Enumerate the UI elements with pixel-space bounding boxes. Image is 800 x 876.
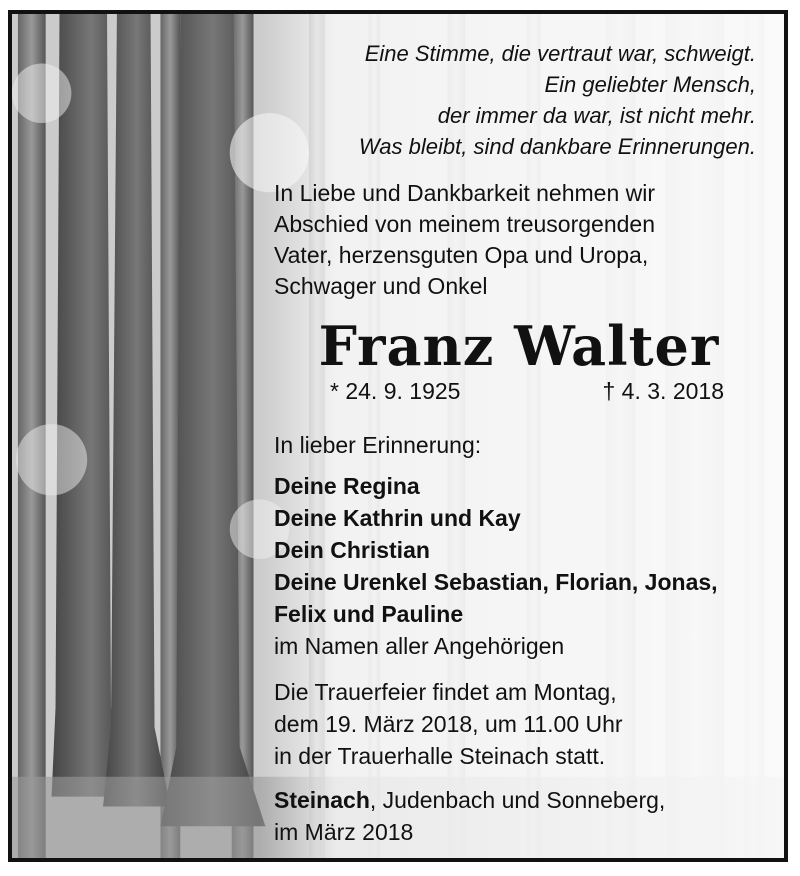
family-member: Deine Urenkel Sebastian, Florian, Jonas,	[274, 569, 718, 595]
memorial-poem	[359, 38, 756, 162]
family-member: Deine Kathrin und Kay	[274, 505, 521, 531]
obituary-frame	[8, 10, 788, 862]
poem-line: Was bleibt, sind dankbare Erinnerungen.	[358, 134, 756, 159]
family-member: Felix und Pauline	[274, 601, 464, 627]
poem-line: Ein geliebter Mensch,	[544, 72, 756, 97]
death-date: † 4. 3. 2018	[602, 378, 724, 404]
birth-date: * 24. 9. 1925	[330, 378, 461, 404]
family-member: Deine Regina	[274, 473, 420, 499]
poem-line: Eine Stimme, die vertraut war, schweigt.	[364, 41, 756, 66]
intro-line: Abschied von meinem treusorgenden	[274, 211, 656, 237]
place-date: im März 2018	[274, 819, 414, 845]
funeral-line: dem 19. März 2018, um 11.00 Uhr	[274, 711, 623, 737]
funeral-line: Die Trauerfeier findet am Montag,	[274, 679, 617, 705]
deceased-name: Franz Walter	[318, 314, 720, 378]
memory-heading: In lieber Erinnerung:	[274, 432, 482, 458]
family-note: im Namen aller Angehörigen	[274, 633, 565, 659]
poem-line: der immer da war, ist nicht mehr.	[437, 103, 756, 128]
place-rest: , Judenbach und Sonneberg,	[369, 787, 666, 813]
funeral-info	[274, 676, 623, 772]
farewell-intro	[274, 178, 655, 302]
place-and-date	[274, 784, 665, 848]
intro-line: Vater, herzensguten Opa und Uropa,	[274, 242, 649, 268]
place-town: Steinach	[274, 787, 370, 813]
family-member: Dein Christian	[274, 537, 430, 563]
intro-line: In Liebe und Dankbarkeit nehmen wir	[274, 180, 656, 206]
intro-line: Schwager und Onkel	[274, 273, 488, 299]
place-line	[274, 784, 665, 816]
funeral-line: in der Trauerhalle Steinach statt.	[274, 743, 606, 769]
obituary-text	[12, 14, 784, 858]
family-list	[274, 470, 718, 662]
